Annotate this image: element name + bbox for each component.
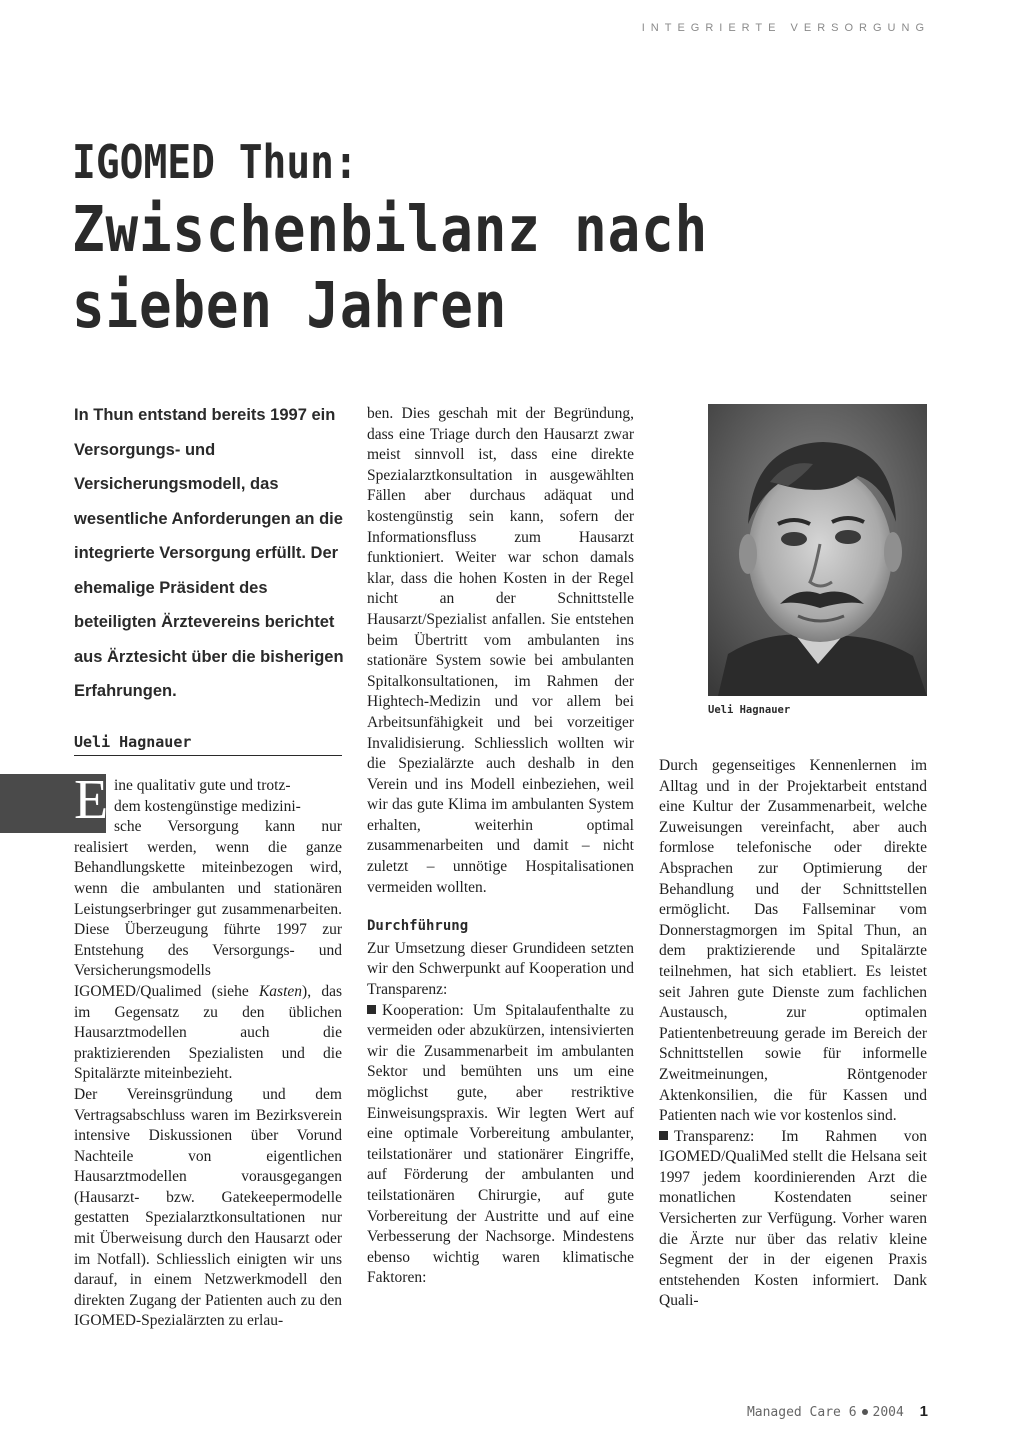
body-text: Kooperation: Um Spitalaufenthalte zu vermeiden oder abzukürzen, intensivierten wir die Zusammenarbeit im ambulanten Sektor und bemühten uns um eine möglichst gute, aber restriktive Einweisungspraxis. Wir legten Wert auf eine optimale Vorbereitung ambulanter, teilstationärer und stationärer Eingriffe, auf Förderung der ambulanten und teilstationären Chirurgie, auf gute Vorbereitung der Austritte und auf eine Verbesserung der Nachsorge. Mindestens ebenso wichtig waren klimatische Faktoren: xyxy=(367,1001,634,1287)
dropcap-line-1: ine qualitativ gute und trotz- xyxy=(114,777,291,794)
author-photo xyxy=(708,404,927,696)
headline-main-line2: sieben Jahren xyxy=(72,269,508,342)
headline-kicker: IGOMED Thun: xyxy=(72,135,358,189)
body-text: Transparenz: Im Rahmen von IGOMED/QualiMed stellt die Helsana seit 1997 jedem koordinierenden Arzt die monatlichen Kostendaten seiner Versicherten zur Verfügung. Vorher waren die Ärzte nur über das relativ kleine Segment der in der eigenen Praxis entstehenden Kosten informiert. Dank Quali- xyxy=(659,1127,927,1310)
body-column-right xyxy=(659,756,927,1312)
dropcap-line-3: sche Versorgung kann nur xyxy=(114,818,342,836)
page-number: 1 xyxy=(919,1403,928,1420)
body-paragraph: Der Vereinsgründung und dem Vertragsabschluss waren im Bezirksverein intensive Diskussionen über Vorund Nachteile von eigentlichen Hausarztmodellen vorausgegangen (Hausarzt- bzw. Gatekeepermodelle gestatten Spezialarztkonsultationen nur mit Überweisung durch den Hausarzt oder im Notfall). Schliesslich einigten wir uns darauf, in einem Netzwerkmodell den direkten Zugang der Patienten auch zu den IGOMED-Spezialärzten zu erlau- xyxy=(74,1085,342,1330)
portrait-image xyxy=(708,404,927,696)
section-heading: Durchführung xyxy=(367,918,469,935)
issue-number: 6 xyxy=(848,1405,857,1420)
photo-caption: Ueli Hagnauer xyxy=(708,704,791,716)
body-paragraph: ben. Dies geschah mit der Begründung, dass eine Triage durch den Hausarzt zwar meist sinnvoll ist, dass eine direkte Spezialarztkonsultation in ausgewählten Fällen aber durchaus adäquat und kostengünstig sein kann, sofern der Informationsfluss zum Hausarzt funktioniert. Weiter war schon damals klar, dass die hohen Kosten in der Regel nicht an der Schnittstelle Hausarzt/Spezialist anfallen. Sie entstehen beim Übertritt vom ambulanten ins stationäre System sowie bei ambulanten Spitalkonsultationen, im Rahmen der Hightech-Medizin und vor allem bei Arbeitsunfähigkeit und bei vorzeitiger Invalidisierung. Schliesslich wollten wir die Spezialärzte auch deshalb in den Verein und ins Modell einbeziehen, weil wir das gute Klima im ambulanten System erhalten, weiterhin optimal zusammenarbeiten und damit – nicht zuletzt – unnötige Hospitalisationen vermeiden wollten. xyxy=(367,405,634,896)
headline-main-line1: Zwischenbilanz nach xyxy=(72,193,709,266)
separator-dot-icon xyxy=(862,1409,868,1415)
body-paragraph: Zur Umsetzung dieser Grundideen setzten wir den Schwerpunkt auf Kooperation und Transparenz: xyxy=(367,939,634,999)
bullet-square-icon xyxy=(367,1005,376,1014)
body-text: ), das im Gegensatz zu den üblichen Hausarztmodellen auch die praktizierenden Spezialisten und die Spitalärzte miteinbezieht. xyxy=(74,982,342,1083)
article-headline xyxy=(72,132,829,344)
body-column-left xyxy=(74,776,342,1332)
issue-year: 2004 xyxy=(872,1405,904,1420)
author-byline: Ueli Hagnauer xyxy=(74,733,342,756)
body-paragraph: Durch gegenseitiges Kennenlernen im Alltag und in der Projektarbeit entstand eine Kultur der Zusammenarbeit, welche Zuweisungen vereinfacht, aber auch formlose telefonische oder direkte Absprachen zur Optimierung der Behandlung und der Schnittstellen ermöglicht. Das Fallseminar vom Donnerstagmorgen im Spital Thun, an dem praktizierende und Spitalärzte teilnehmen, hat sich etabliert. Es leistet seit Jahren gute Dienste zum fachlichen Austausch, zur optimalen Patientenbetreuung gerade im Bereich der Schnittstellen sowie für informelle Zweitmeinungen, Röntgenoder Aktenkonsilien, die für Kassen und Patienten nach wie vor kostenlos sind. xyxy=(659,757,927,1125)
page-footer xyxy=(747,1403,928,1420)
body-paragraph xyxy=(367,1001,634,1289)
body-paragraph xyxy=(659,1127,927,1312)
body-column-middle xyxy=(367,404,634,1289)
lead-paragraph: In Thun entstand bereits 1997 ein Versorgungs- und Versicherungsmodell, das wesentliche Anforderungen an die integrierte Versorgung erfüllt. Der ehemalige Präsident des beteiligten Ärztevereins berichtet aus Ärztesicht über die bisherigen Erfahrungen. xyxy=(74,406,344,700)
running-head: INTEGRIERTE VERSORGUNG xyxy=(641,22,930,34)
body-text: realisiert werden, wenn die ganze Behandlungskette miteinbezogen wird, wenn die ambulanten und stationären Leistungserbringer gut zusammenarbeiten. Diese Überzeugung führte 1997 zur Entstehung des Versorgungs- und Versicherungsmodells IGOMED/Qualimed (siehe xyxy=(74,838,342,1000)
dropcap-letter: E xyxy=(74,769,109,831)
journal-name: Managed Care xyxy=(746,1405,841,1420)
body-paragraph xyxy=(74,776,342,1085)
bullet-square-icon xyxy=(659,1131,668,1140)
kasten-reference: Kasten xyxy=(258,982,303,1000)
dropcap-line-2: dem kostengünstige medizini- xyxy=(114,797,301,815)
